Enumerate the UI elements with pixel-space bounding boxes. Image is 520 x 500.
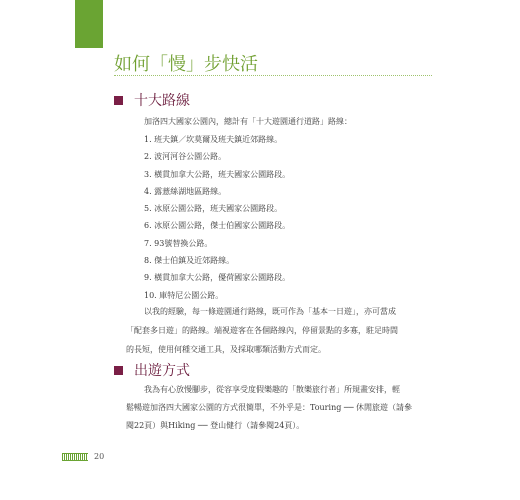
body-paragraph-line: 我為有心放慢腳步，從容享受度假樂趣的「散樂旅行者」所規畫安排，輕 xyxy=(144,385,400,394)
list-item: 10. 庫特尼公園公路。 xyxy=(144,290,224,300)
intro-paragraph: 加洛四大國家公園內，總計有「十大遊園通行道路」路線： xyxy=(144,117,352,126)
list-item: 6. 冰原公園公路，傑士伯國家公園路段。 xyxy=(144,221,291,231)
page-title: 如何「慢」步快活 xyxy=(114,54,258,75)
page-number: 20 xyxy=(94,452,105,461)
section-heading-routes xyxy=(114,90,190,110)
route-list xyxy=(144,135,290,308)
list-item: 7. 93號替換公路。 xyxy=(144,238,213,248)
body-paragraph-line: 的長短，使用何種交通工具，及採取哪類活動方式而定。 xyxy=(126,345,326,354)
body-paragraph-line: 「配套多日遊」的路線。端視遊客在各個路線內，停留景點的多寡，駐足時間 xyxy=(126,326,398,335)
body-paragraph-line: 鬆暢遊加洛四大國家公園的方式很簡單，不外乎是：Touring ── 休閒旅遊（請參 xyxy=(126,403,413,412)
section-heading-travel xyxy=(114,360,190,380)
green-page-tab xyxy=(75,0,103,48)
body-paragraph-line: 閱22頁）與Hiking ── 登山健行（請參閱24頁）。 xyxy=(126,421,305,430)
list-item: 8. 傑士伯鎮及近郊路線。 xyxy=(144,256,235,266)
square-bullet-icon xyxy=(114,366,123,375)
square-bullet-icon xyxy=(114,96,123,105)
title-divider xyxy=(114,75,432,76)
body-paragraph-line: 以我的經驗，每一條遊園通行路線，既可作為「基本一日遊」，亦可當成 xyxy=(144,307,396,316)
list-item: 1. 班夫鎮／坎莫爾及班夫鎮近郊路線。 xyxy=(144,135,283,144)
list-item: 2. 波河河谷公園公路。 xyxy=(144,152,227,162)
list-item: 5. 冰原公園公路，班夫國家公園路段。 xyxy=(144,204,283,214)
list-item: 4. 露薏絲湖地區路線。 xyxy=(144,186,227,196)
footer-dots-icon xyxy=(62,453,88,461)
section-heading-text: 出遊方式 xyxy=(134,363,190,379)
page-footer xyxy=(62,452,104,461)
list-item: 3. 橫貫加拿大公路，班夫國家公園路段。 xyxy=(144,169,291,179)
list-item: 9. 橫貫加拿大公路，優荷國家公園路段。 xyxy=(144,273,291,283)
section-heading-text: 十大路線 xyxy=(134,93,190,109)
